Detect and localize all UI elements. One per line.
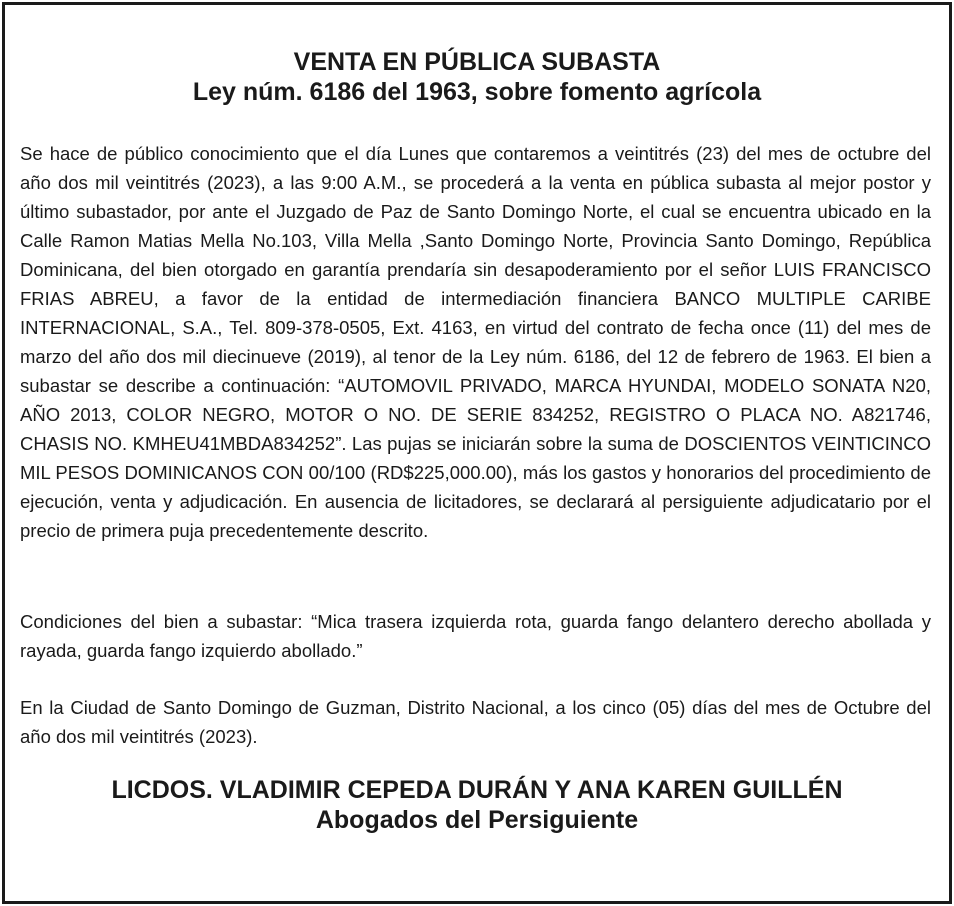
notice-title: VENTA EN PÚBLICA SUBASTA (293, 48, 661, 76)
date-paragraph: En la Ciudad de Santo Domingo de Guzman, Distrito Nacional, a los cinco (05) días del mes de Octubre del año dos mil veintitrés (2023). (20, 697, 931, 747)
legal-notice (2, 2, 952, 904)
notice-subtitle: Ley núm. 6186 del 1963, sobre fomento agrícola (192, 78, 762, 106)
signature-names: LICDOS. VLADIMIR CEPEDA DURÁN Y ANA KAREN GUILLÉN (111, 776, 843, 804)
signature-role: Abogados del Persiguiente (315, 806, 639, 834)
conditions-paragraph: Condiciones del bien a subastar: “Mica trasera izquierda rota, guarda fango delantero derecho abollada y rayada, guarda fango izquierdo abollado.” (20, 611, 931, 661)
auction-details-paragraph: Se hace de público conocimiento que el día Lunes que contaremos a veintitrés (23) del mes de octubre del año dos mil veintitrés (2023), a las 9:00 A.M., se procederá a la venta en pública subasta al mejor postor y último subastador, por ante el Juzgado de Paz de Santo Domingo Norte, el cual se encuentra ubicado en la Calle Ramon Matias Mella No.103, Villa Mella ,Santo Domingo Norte, Provincia Santo Domingo, República Dominicana, del bien otorgado en garantía prendaría sin desapoderamiento por el señor LUIS FRANCISCO FRIAS ABREU, a favor de la entidad de intermediación financiera BANCO MULTIPLE CARIBE INTERNACIONAL, S.A., Tel. 809-378-0505, Ext. 4163, en virtud del contrato de fecha once (11) del mes de marzo del año dos mil diecinueve (2019), al tenor de la Ley núm. 6186, del 12 de febrero de 1963. El bien a subastar se describe a continuación: “AUTOMOVIL PRIVADO, MARCA HYUNDAI, MODELO SONATA N20, AÑO 2013, COLOR NEGRO, MOTOR O NO. DE SERIE 834252, REGISTRO O PLACA NO. A821746, CHASIS NO. KMHEU41MBDA834252”. Las pujas se iniciarán sobre la suma de DOSCIENTOS VEINTICINCO MIL PESOS DOMINICANOS CON 00/100 (RD$225,000.00), más los gastos y honorarios del procedimiento de ejecución, venta y adjudicación. En ausencia de licitadores, se declarará al persiguiente adjudicatario por el precio de primera puja precedentemente descrito. (20, 143, 931, 541)
